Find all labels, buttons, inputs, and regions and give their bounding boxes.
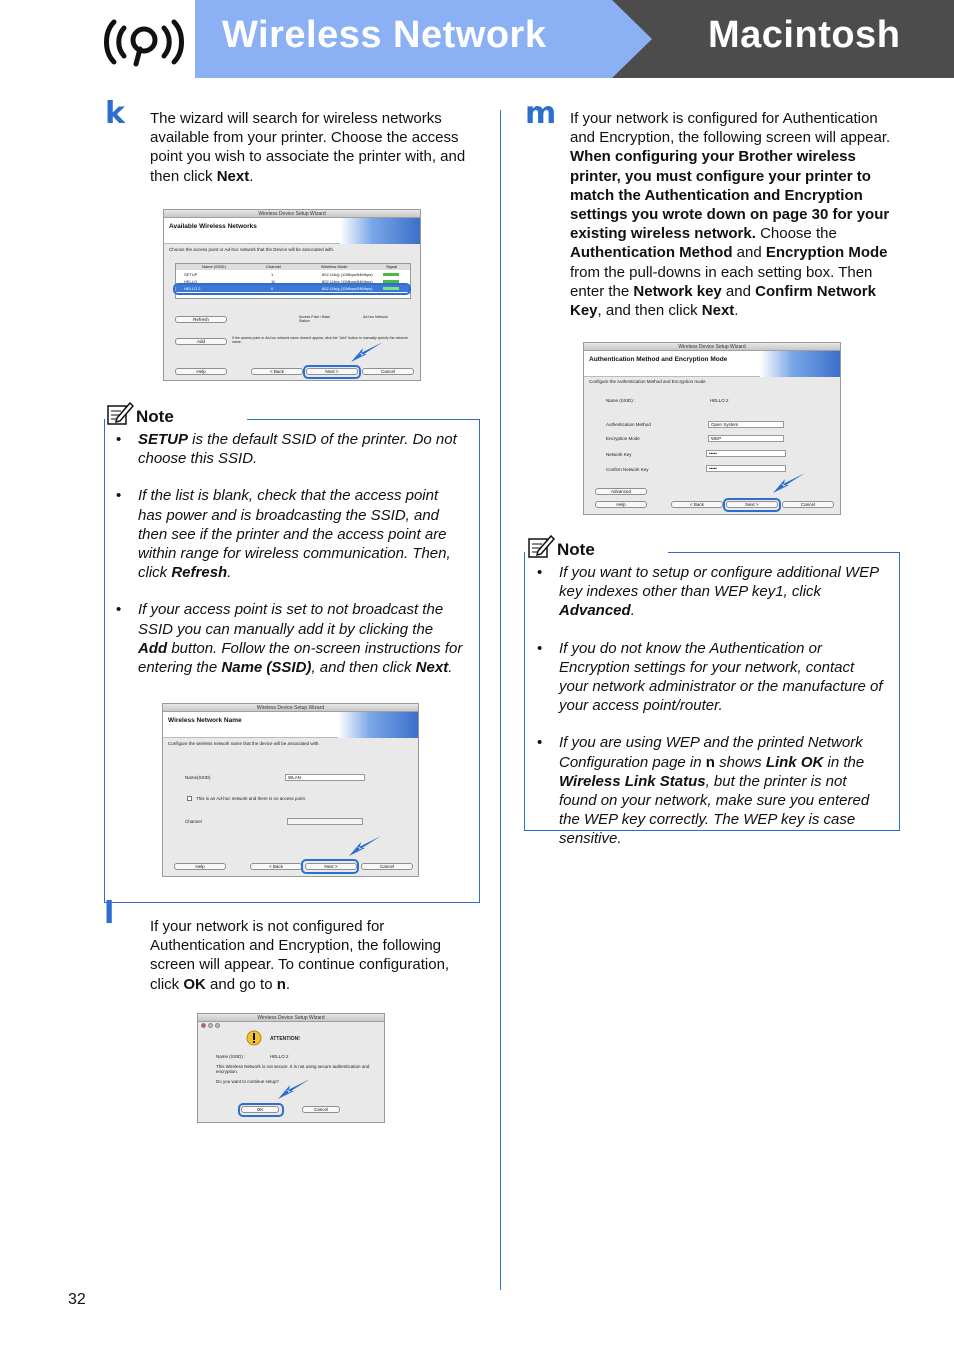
note-heading: Note — [557, 540, 595, 559]
wireless-logo — [0, 0, 195, 78]
next-button[interactable]: Next > — [305, 863, 357, 870]
note-list — [537, 563, 887, 867]
add-button[interactable]: Add — [175, 338, 227, 345]
adhoc-checkbox[interactable] — [187, 796, 192, 801]
screenshot-available-networks: Wireless Device Setup Wizard Available Wireless Networks Choose the access point or Ad-hoc network that the Device will be associated with. Name (SSID) Channel Wireless Mode Signal SETUP 1 802.11b/g (11Mbps/54Mbps) HELLO 11 802.11b/g (11Mbps/54Mbps) HELLO 2 6 802.11b/g (11Mbps/54Mbps) Refresh Access Point / Base Station Ad-hoc Network Add If the access point or Ad-hoc network name doesn't appear, click the "Add" button to manually specify the network name. Help < Back Next > Cancel — [163, 209, 421, 381]
cancel-button[interactable]: Cancel — [362, 368, 414, 375]
page-number: 32 — [68, 1291, 86, 1308]
confirm-key-field[interactable]: ••••• — [706, 465, 786, 472]
cancel-button[interactable]: Cancel — [782, 501, 834, 508]
cancel-button[interactable]: Cancel — [302, 1106, 340, 1113]
screenshot-network-name: Wireless Device Setup Wizard Wireless Network Name Configure the wireless network name that the device will be associated with. Name(SSID) WLAN This is an Ad-hoc network and there is no access point. Channel Help < Back Next > Cancel — [162, 703, 419, 877]
highlight-next — [303, 365, 361, 379]
platform-title: Macintosh — [708, 14, 901, 56]
highlight-next — [301, 859, 359, 874]
highlight-selected-network — [173, 283, 411, 295]
note-heading: Note — [136, 407, 174, 426]
auth-method-select[interactable]: Open System — [708, 421, 784, 428]
wifi-logo-icon — [100, 12, 186, 68]
ok-button[interactable]: OK — [241, 1106, 279, 1113]
screenshot-authentication: Wireless Device Setup Wizard Authentication Method and Encryption Mode Configure the Authentication Method and Encryption mode Name (SSID) : HELLO 2 Authentication Method Open System Encryption Mode WEP Network Key ••••• Confirm Network Key ••••• Advanced Help < Back Next > Cancel — [583, 342, 841, 515]
list-item: • If you want to setup or configure additional WEP key indexes other than WEP key1, click Advanced. — [537, 563, 887, 621]
step-m-text: If your network is configured for Authentication and Encryption, the following screen will appear. When configuring your Brother wireless printer, you must configure your printer to match the Authentication and Encryption settings you wrote down on page 30 for your existing wireless network. Choose the Authentication Method and Encryption Mode from the pull-downs in each setting box. Then enter the Network key and Confirm Network Key, and then click Next. — [570, 110, 891, 320]
refresh-button[interactable]: Refresh — [175, 316, 227, 323]
back-button[interactable]: < Back — [671, 501, 723, 508]
channel-select[interactable] — [287, 818, 363, 825]
network-key-field[interactable]: ••••• — [706, 450, 786, 457]
pointer-arrow-icon — [347, 834, 383, 858]
section-title: Wireless Network — [222, 14, 547, 56]
column-divider — [500, 110, 501, 1290]
cancel-button[interactable]: Cancel — [361, 863, 413, 870]
back-button[interactable]: < Back — [251, 368, 303, 375]
step-letter-k: k — [105, 96, 125, 131]
list-item: • If you do not know the Authentication or Encryption settings for your network, contact your network administrator or the manufacture of your access point/router. — [537, 639, 887, 716]
next-button[interactable]: Next > — [726, 501, 778, 508]
step-letter-l: l — [104, 896, 115, 931]
pointer-arrow-icon — [276, 1077, 312, 1101]
list-item: • If the list is blank, check that the access point has power and is broadcasting the SSID, and then see if the printer and the access point are within range for wireless communication. Then, click Refresh. — [116, 486, 466, 582]
screenshot-attention: Wireless Device Setup Wizard ATTENTION! Name (SSID) : HELLO 2 This Wireless Network is not secure. It is not using secure authentication and encryption. Do you want to continue setup? OK Cancel — [197, 1013, 385, 1123]
next-button[interactable]: Next > — [306, 368, 358, 375]
ssid-field[interactable]: WLAN — [285, 774, 365, 781]
pointer-arrow-icon — [771, 471, 807, 495]
pointer-arrow-icon — [349, 340, 385, 364]
back-button[interactable]: < Back — [250, 863, 302, 870]
help-button[interactable]: Help — [175, 368, 227, 375]
help-button[interactable]: Help — [595, 501, 647, 508]
list-item: • If your access point is set to not broadcast the SSID you can manually add it by clicking the Add button. Follow the on-screen instructions for entering the Name (SSID), and then click Next. — [116, 600, 466, 677]
step-l-text: If your network is not configured for Authentication and Encryption, the following screen will appear. To continue configuration, click OK and go to n. — [150, 918, 450, 993]
step-k-text: The wizard will search for wireless networks available from your printer. Choose the access point you wish to associate the printer with, and then click Next. — [150, 110, 466, 185]
highlight-ok — [238, 1103, 284, 1117]
help-button[interactable]: Help — [174, 863, 226, 870]
step-letter-m: m — [525, 96, 557, 131]
encryption-mode-select[interactable]: WEP — [708, 435, 784, 442]
advanced-button[interactable]: Advanced — [595, 488, 647, 495]
list-item: • SETUP is the default SSID of the printer. Do not choose this SSID. — [116, 430, 466, 468]
list-item: • If you are using WEP and the printed Network Configuration page in n shows Link OK in the Wireless Link Status, but the printer is not found on your network, make sure you entered the WEP key correctly. The WEP key is case sensitive. — [537, 733, 887, 848]
note-list — [116, 430, 466, 695]
warning-icon — [246, 1030, 262, 1046]
highlight-next — [723, 498, 781, 512]
